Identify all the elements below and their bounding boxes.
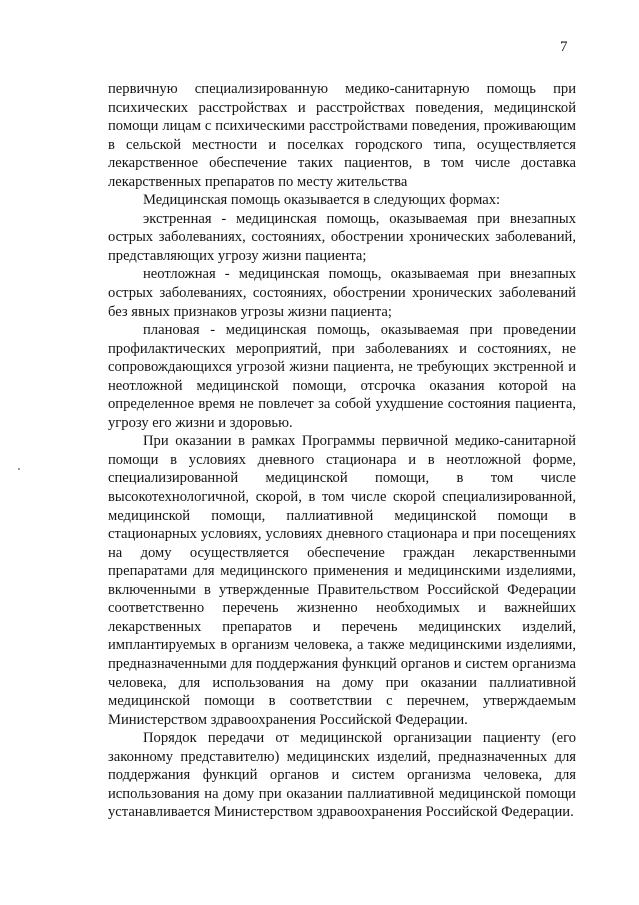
paragraph-urgent: неотложная - медицинская помощь, оказываемая при внезапных острых заболеваниях, состояниях, обострении хронических заболеваний без явных признаков угрозы жизни пациента; xyxy=(108,266,576,320)
paragraph-drug-provision: При оказании в рамках Программы первичной медико-санитарной помощи в условиях дневного стационара и в неотложной форме, специализированной медицинской помощи, в том числе высокотехнологичной, скорой, в том числе скорой специализированной, медицинской помощи, паллиативной медицинской помощи в стационарных условиях, условиях дневного стационара и при посещениях на дому осуществляется обеспечение граждан лекарственными препаратами для медицинского применения и медицинскими изделиями, включенными в утвержденные Правительством Российской Федерации соответственно перечень жизненно необходимых и важнейших лекарственных препаратов и перечень медицинских изделий, имплантируемых в организм человека, а также медицинскими изделиями, предназначенными для поддержания функций органов и систем организма человека, для использования на дому при оказании паллиативной медицинской помощи в соответствии с перечнем, утверждаемым Министерством здравоохранения Российской Федерации. xyxy=(108,433,576,728)
scan-speck xyxy=(18,468,20,470)
paragraph-emergency: экстренная - медицинская помощь, оказываемая при внезапных острых заболеваниях, состояниях, обострении хронических заболеваний, представляющих угрозу жизни пациента; xyxy=(108,210,576,264)
paragraph-continuation: первичную специализированную медико-санитарную помощь при психических расстройствах и расстройствах поведения, медицинской помощи лицам с психическими расстройствами поведения, проживающим в сельской местности и поселках городского типа, осуществляется лекарственное обеспечение таких пациентов, в том числе доставка лекарственных препаратов по месту жительства xyxy=(108,81,576,190)
paragraph-device-transfer: Порядок передачи от медицинской организации пациенту (его законному представителю) медицинских изделий, предназначенных для поддержания функций органов и систем организма человека, для использования на дому при оказании паллиативной медицинской помощи устанавливается Министерством здравоохранения Российской Федерации. xyxy=(108,730,576,821)
body-text xyxy=(108,80,576,822)
page-number: 7 xyxy=(560,39,568,55)
paragraph-planned: плановая - медицинская помощь, оказываемая при проведении профилактических мероприятий, при заболеваниях и состояниях, не сопровождающихся угрозой жизни пациента, не требующих экстренной и неотложной медицинской помощи, отсрочка оказания которой на определенное время не повлечет за собой ухудшение состояния пациента, угрозу его жизни и здоровью. xyxy=(108,322,576,431)
paragraph-forms-intro: Медицинская помощь оказывается в следующих формах: xyxy=(143,192,501,209)
